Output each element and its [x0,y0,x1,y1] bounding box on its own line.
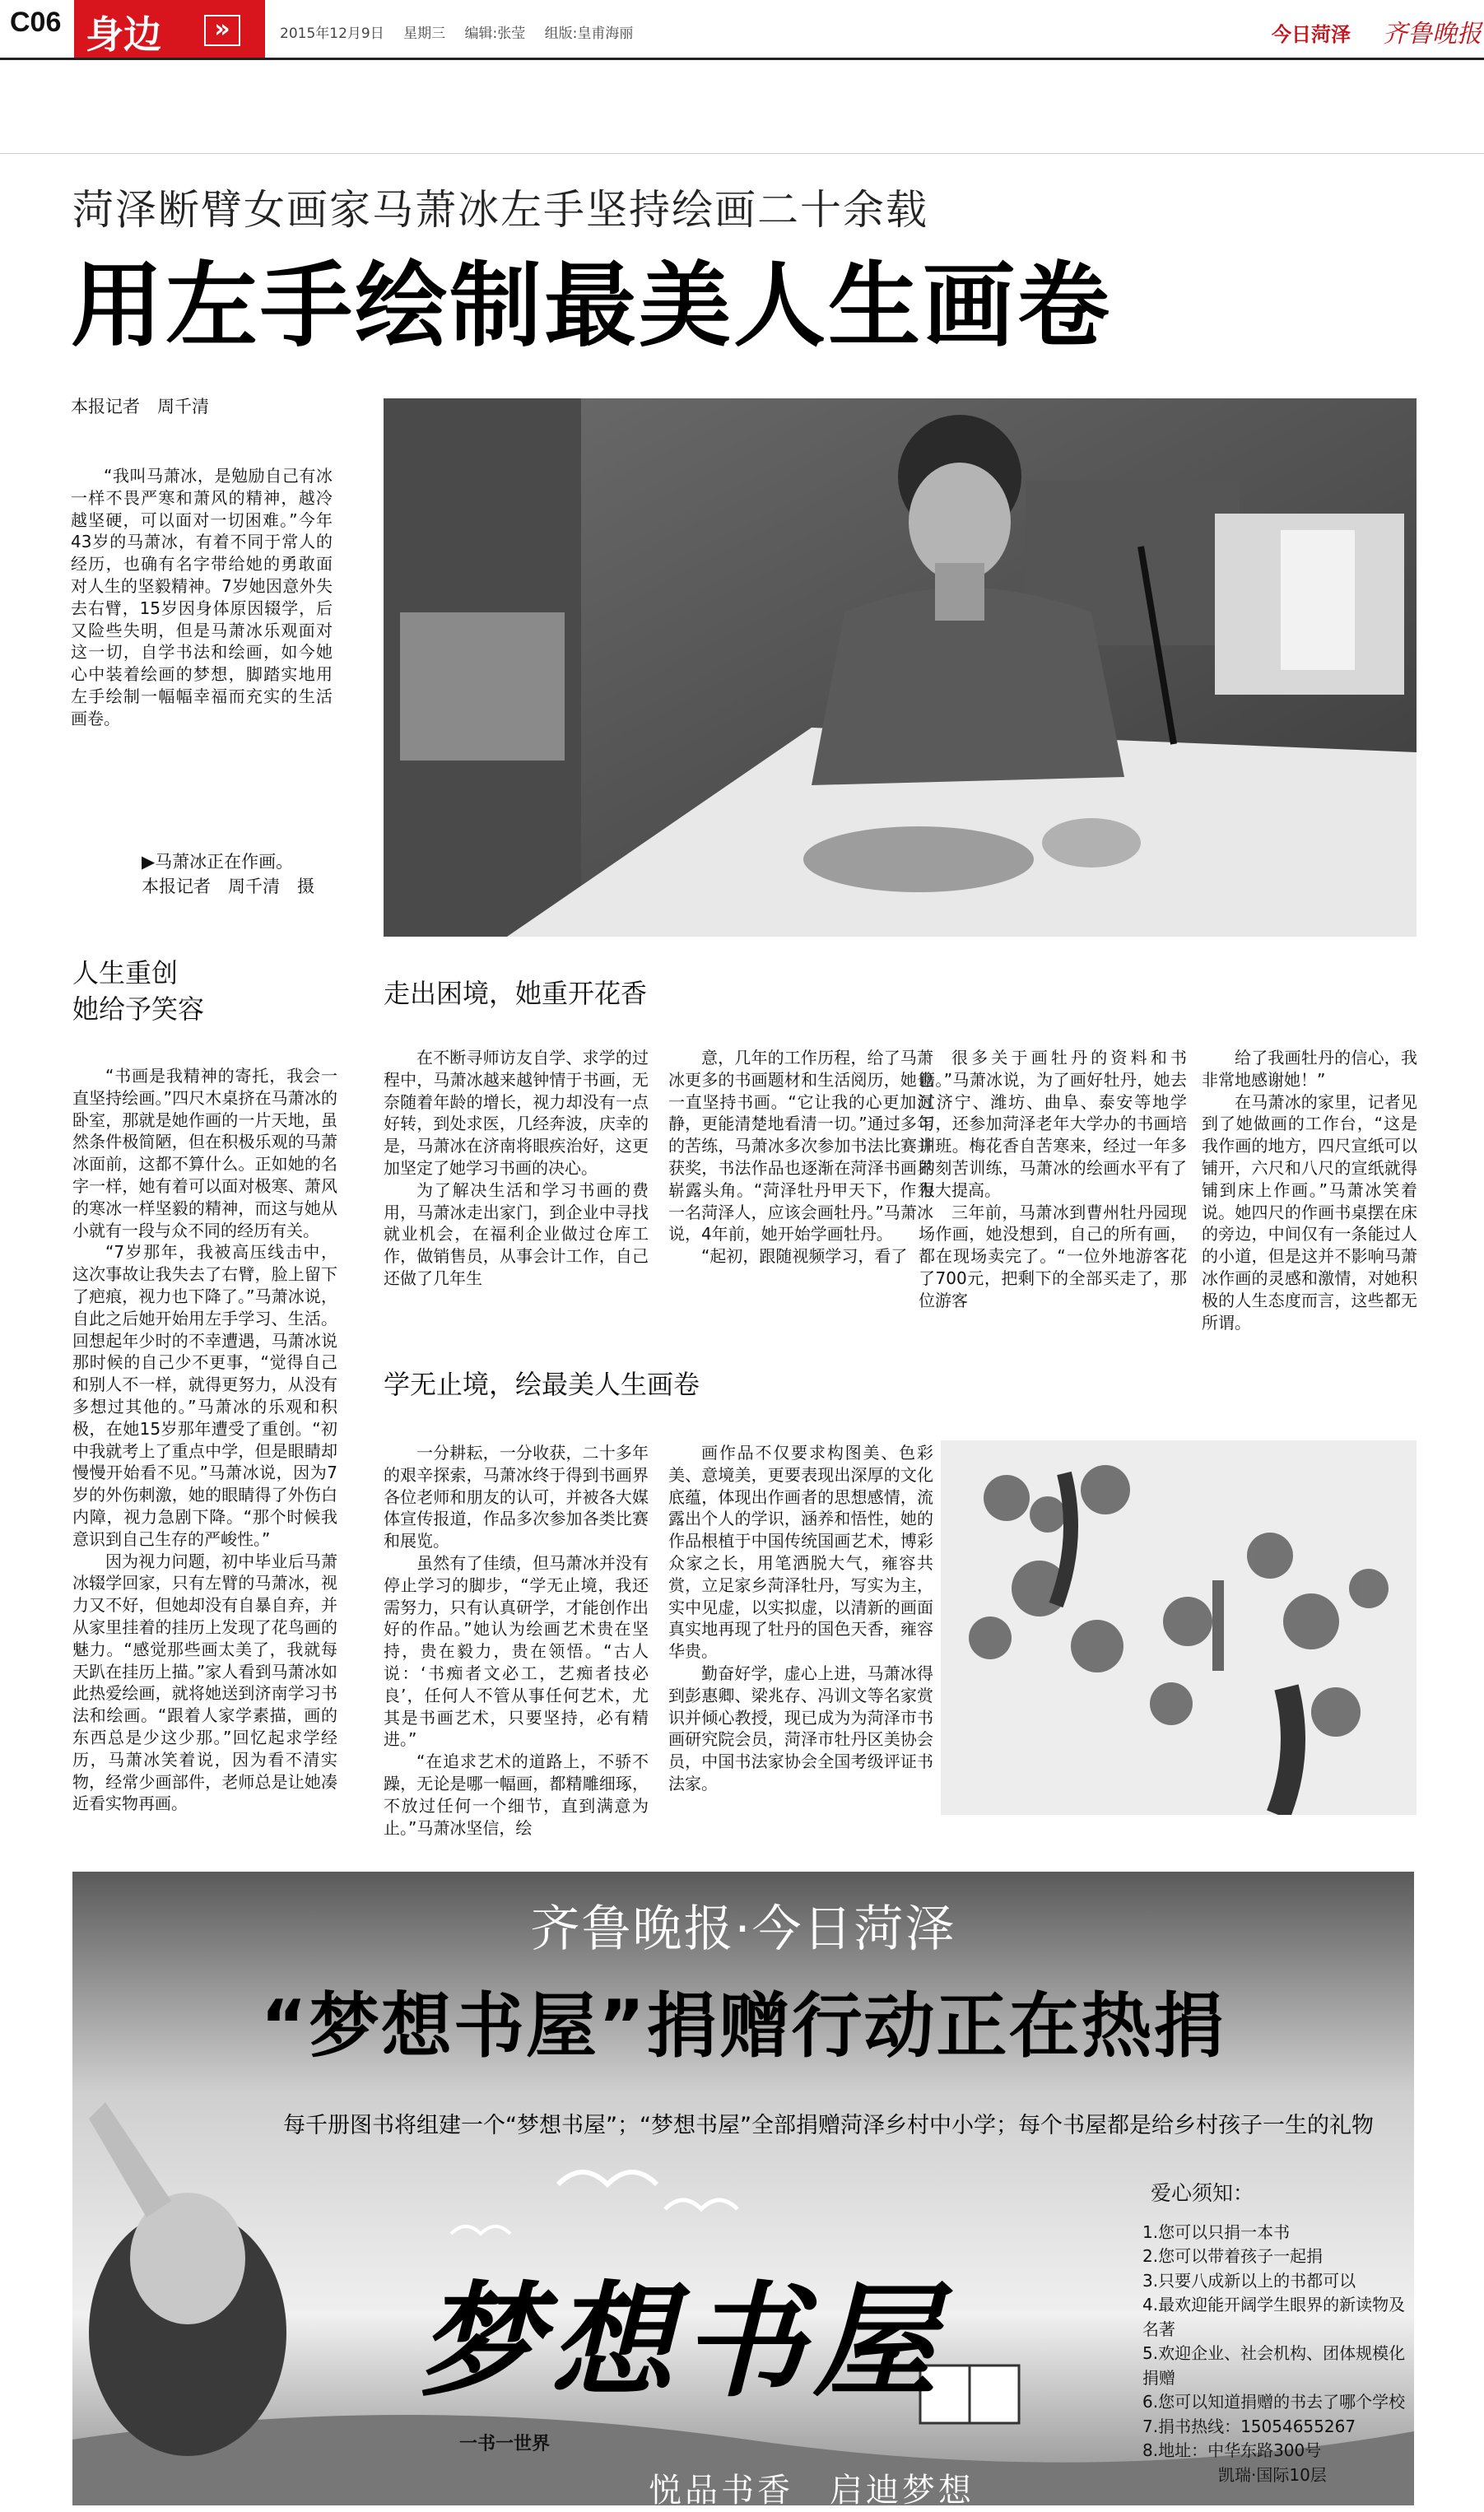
notice-title: 爱心须知： [1151,2181,1254,2205]
brand-local: 今日菏泽 [1272,23,1351,46]
notice-item: 1.您可以只捐一本书 [1142,2221,1291,2242]
body-column-5 [1202,1047,1417,1333]
article-byline: 本报记者 周千清 [71,397,209,416]
photo-caption [142,849,380,899]
caption-credit: 本报记者 周千清 摄 [142,877,314,896]
issue-meta [280,21,648,42]
dream-bookhouse-ad [72,1872,1414,2505]
notice-item: 4.最欢迎能开阔学生眼界的新读物及名著 [1142,2295,1406,2339]
body-column-1 [72,1065,337,1815]
notice-item: 3.只要八成新以上的书都可以 [1142,2270,1356,2291]
subhead-1-line-b: 她给予笑容 [72,993,205,1025]
body-column-2 [384,1047,649,1290]
paragraph: 三年前，马萧冰到曹州牡丹园现场作画，她没想到，自己的所有画，都在现场卖完了。“一位外地游客花了700元，把剩下的全部买走了，那位游客 [919,1202,1187,1310]
notice-item: 6.您可以知道捐赠的书去了哪个学校 [1142,2392,1406,2412]
paragraph: 因为视力问题，初中毕业后马萧冰辍学回家，只有左臂的马萧冰，视力又不好，但她却没有自暴自弃，并从家里挂着的挂历上发现了花鸟画的魅力。“感觉那些画太美了，我就每天趴在挂历上描。”家人看到马萧冰如此热爱绘画，就将她送到济南学习书法和绘画。“跟着人家学素描，画的东西总是少这少那。”回忆起求学经历，马萧冰笑着说，因为看不清实物，经常少画部件，老师总是让她凑近看实物再画。 [72,1551,337,1814]
article-kicker: 菏泽断臂女画家马萧冰左手坚持绘画二十余载 [72,186,928,234]
section-name: 身边 [86,12,161,57]
paragraph: “7岁那年，我被高压线击中，这次事故让我失去了右臂，脸上留下了疤痕，视力也下降了。”马萧冰说，自此之后她开始用左手学习、生活。回想起年少时的不幸遭遇，马萧冰说那时候的自己少不更事，“觉得自己和别人不一样，就得更努力，从没有多想过其他的。”马萧冰的乐观和积极，在她15岁那年遭受了重创。“初中我就考上了重点中学，但是眼睛却慢慢开始看不见。”马萧冰说，因为7岁的外伤刺激，她的眼睛得了外伤白内障，视力急剧下降。“那个时候我意识到自己生存的严峻性。” [72,1242,337,1549]
header-rule-thin [0,153,1484,154]
paragraph: 一分耕耘，一分收获，二十多年的艰辛探索，马萧冰终于得到书画界各位老师和朋友的认可，并被各大媒体宣传报道，作品多次参加各类比赛和展览。 [384,1443,649,1551]
article-headline: 用左手绘制最美人生画卷 [71,253,1112,360]
ad-subtitle: 齐鲁晚报·今日菏泽 [530,1900,956,1958]
paragraph: 很多关于画牡丹的资料和书籍。”马萧冰说，为了画好牡丹，她去过济宁、潍坊、曲阜、泰安等地学习，还参加菏泽老年大学办的书画培训班。梅花香自苦寒来，经过一年多的刻苦训练，马萧冰的绘画水平有了很大提高。 [919,1048,1187,1200]
paragraph: 画作品不仅要求构图美、色彩美、意境美，更要表现出深厚的文化底蕴，体现出作画者的思想感情，流露出个人的学识，涵养和悟性，她的作品根植于中国传统国画艺术，博彩众家之长，用笔洒脱大气，雍容共赏，立足家乡菏泽牡丹，写实为主，实中见虚，以实拟虚，以清新的画面真实地再现了牡丹的国色天香，雍容华贵。 [668,1443,933,1662]
ad-headline: “梦想书屋”捐赠行动正在热捐 [260,1985,1226,2068]
body-column-7 [668,1442,933,1795]
header-rule [0,58,1484,60]
layout-credit: 组版:皇甫海丽 [544,26,634,42]
paragraph: 在马萧冰的家里，记者见到了她做画的工作台，“这是我作画的地方，四尺宣纸可以铺开，六尺和八尺的宣纸就得铺到床上作画。”马萧冰笑着说。她四尺的作画书桌摆在床的旁边，中间仅有一条能过人的小道，但是这并不影响马萧冰作画的灵感和激情，对她积极的人生态度而言，这些都无所谓。 [1202,1091,1417,1333]
paragraph: “在追求艺术的道路上，不骄不躁，无论是哪一幅画，都精雕细琢，不放过任何一个细节，直到满意为止。”马萧冰坚信，绘 [384,1751,649,1838]
paragraph: 在不断寻师访友自学、求学的过程中，马萧冰越来越钟情于书画，无奈随着年龄的增长，视力却没有一点好转，到处求医，几经奔波，庆幸的是，马萧冰在济南将眼疾治好，这更加坚定了她学习书画的决心。 [384,1048,649,1178]
body-column-4 [919,1047,1187,1312]
paragraph: 为了解决生活和学习书画的费用，马萧冰走出家门，到企业中寻找就业机会，在福利企业做过仓库工作，做销售员，从事会计工作，自己还做了几年生 [384,1179,649,1288]
editor-credit: 编辑:张莹 [464,26,526,42]
brand-paper-logo: 齐鲁晚报 [1383,20,1482,49]
subhead-1-line-a: 人生重创 [72,957,179,989]
article-lede [71,465,333,730]
lede-text: “我叫马萧冰，是勉励自己有冰一样不畏严寒和萧风的精神，越冷越坚硬，可以面对一切困难。”今年43岁的马萧冰，有着不同于常人的经历，也确有名字带给她的勇敢面对人生的坚毅精神。7岁她因意外失去右臂，15岁因身体原因辍学，后又险些失明，但是马萧冰乐观面对这一切，自学书法和绘画，如今她心中装着绘画的梦想，脚踏实地用左手绘制一幅幅幸福而充实的生活画卷。 [71,466,333,728]
donation-notice [1142,2181,1406,2487]
subhead-3: 学无止境，绘最美人生画卷 [384,1369,700,1400]
ad-tagline: 每千册图书将组建一个“梦想书屋”；“梦想书屋”全部捐赠菏泽乡村中小学；每个书屋都是给乡村孩子一生的礼物 [283,2113,1374,2138]
paragraph: “书画是我精神的寄托，我会一直坚持绘画。”四尺木桌挤在马萧冰的卧室，那就是她作画的一片天地，虽然条件极简陋，但在积极乐观的马萧冰面前，这都不算什么。正如她的名字一样，她有着可以面对极寒、萧风的寒冰一样坚毅的精神，而这与她从小就有一段与众不同的经历有关。 [72,1066,337,1240]
body-column-6 [384,1442,649,1839]
artist-painting-photo [384,398,1417,937]
notice-item: 凯瑞·国际10层 [1218,2464,1327,2485]
paragraph: 意，几年的工作历程，给了马萧冰更多的书画题材和生活阅历，她也一直坚持书画。“它让我的心更加沉静，更能清楚地看清一切。”通过多年的苦练，马萧冰多次参加书法比赛并获奖，书法作品也逐渐在菏泽书画界崭露头角。“菏泽牡丹甲天下，作为一名菏泽人，应该会画牡丹。”马萧冰说，4年前，她开始学画牡丹。 [668,1048,933,1244]
issue-weekday: 星期三 [403,26,446,42]
paragraph: “起初，跟随视频学习，看了 [701,1246,908,1267]
notice-item: 5.欢迎企业、社会机构、团体规模化捐赠 [1142,2343,1406,2388]
body-column-3 [668,1047,933,1268]
issue-date: 2015年12月9日 [280,26,384,42]
notice-item: 7.捐书热线：15054655267 [1142,2416,1356,2436]
paragraph: 给了我画牡丹的信心，我非常地感谢她！” [1202,1048,1417,1090]
caption-text: ▶马萧冰正在作画。 [142,852,294,872]
peony-painting-photo [941,1440,1417,1815]
subhead-1 [72,955,319,1027]
section-arrow-icon: » [204,15,240,46]
paragraph: 勤奋好学，虚心上进，马萧冰得到彭惠卿、梁兆存、冯训文等名家赏识并倾心教授，现已成为为菏泽市书画研究院会员，菏泽市牡丹区美协会员，中国书法家协会全国考级评证书法家。 [668,1663,933,1793]
subhead-2: 走出困境，她重开花香 [384,978,648,1009]
paragraph: 虽然有了佳绩，但马萧冰并没有停止学习的脚步，“学无止境，我还需努力，只有认真研学，才能创作出好的作品。”她认为绘画艺术贵在坚持，贵在毅力，贵在领悟。“古人说：‘书痴者文必工，艺痴者技必良’，任何人不管从事任何艺术，尤其是书画艺术，只要坚持，必有精进。” [384,1552,649,1750]
ad-motto: 一书一世界 [459,2434,551,2454]
page-number: C06 [10,7,62,38]
notice-item: 2.您可以带着孩子一起捐 [1142,2246,1324,2266]
dream-bookhouse-logo: 梦想书屋 [418,2269,946,2414]
ad-slogan: 悦品书香 启迪梦想 [649,2472,975,2505]
notice-item: 8.地址：中华东路300号 [1142,2440,1322,2460]
